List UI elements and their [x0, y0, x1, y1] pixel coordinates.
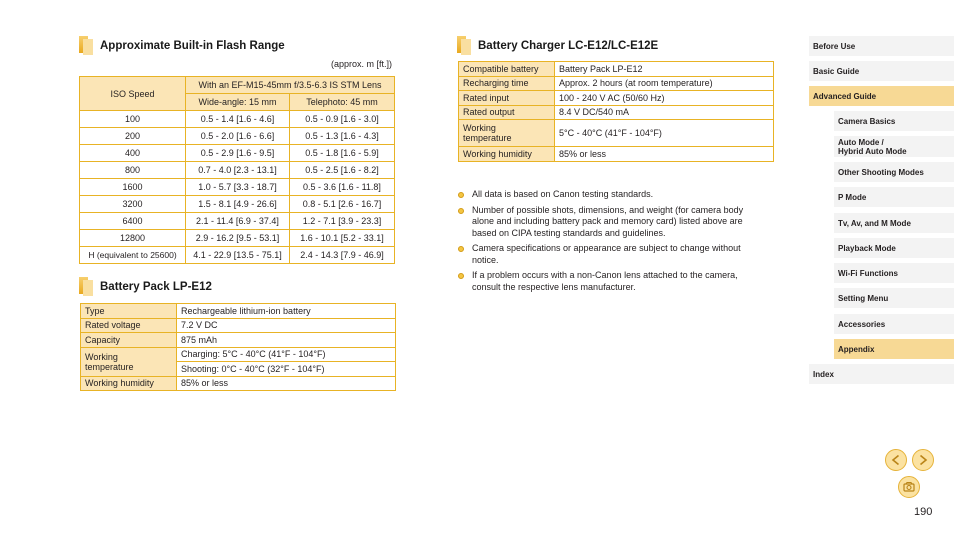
iso-cell: 12800	[80, 230, 186, 247]
iso-header: ISO Speed	[80, 77, 186, 111]
spec-label	[459, 120, 555, 147]
lens-header: With an EF-M15-45mm f/3.5-6.3 IS STM Lens	[186, 77, 395, 94]
spec-label: Compatible battery	[459, 62, 555, 77]
spec-value: Charging: 5°C - 40°C (41°F - 104°F)	[177, 347, 396, 362]
spec-label: Rated input	[459, 91, 555, 106]
table-row	[81, 318, 396, 333]
flash-unit-note: (approx. m [ft.])	[331, 59, 393, 69]
wide-cell: 1.0 - 5.7 [3.3 - 18.7]	[186, 179, 290, 196]
table-row	[80, 230, 395, 247]
notes-list	[456, 189, 766, 297]
iso-cell: 6400	[80, 213, 186, 230]
nav-item-camera-basics[interactable]: Camera Basics	[834, 111, 954, 131]
wide-header: Wide-angle: 15 mm	[186, 94, 290, 111]
tele-cell: 0.5 - 0.9 [1.6 - 3.0]	[290, 111, 395, 128]
wide-cell: 0.5 - 1.4 [1.6 - 4.6]	[186, 111, 290, 128]
iso-cell: 400	[80, 145, 186, 162]
spec-value: 100 - 240 V AC (50/60 Hz)	[555, 91, 774, 106]
home-icon	[902, 481, 916, 493]
table-row	[459, 147, 774, 162]
home-button[interactable]	[898, 476, 920, 498]
temp-label-line: temperature	[463, 133, 512, 143]
list-item: If a problem occurs with a non-Canon lens attached to the camera, consult the respective lens manufacturer.	[456, 270, 766, 293]
iso-cell: 100	[80, 111, 186, 128]
table-row	[80, 145, 395, 162]
wide-cell: 1.5 - 8.1 [4.9 - 26.6]	[186, 196, 290, 213]
section-marker-icon	[457, 36, 472, 55]
table-row	[81, 304, 396, 319]
table-row	[459, 91, 774, 106]
list-item: Number of possible shots, dimensions, and weight (for camera body alone and including battery pack and memory card) listed above are based on CIPA testing standards and guidelines.	[456, 205, 766, 240]
tele-cell: 2.4 - 14.3 [7.9 - 46.9]	[290, 247, 395, 264]
table-row	[81, 376, 396, 391]
nav-item-before-use[interactable]: Before Use	[809, 36, 954, 56]
spec-value: 7.2 V DC	[177, 318, 396, 333]
table-row	[80, 111, 395, 128]
spec-value: Shooting: 0°C - 40°C (32°F - 104°F)	[177, 362, 396, 377]
spec-value: 85% or less	[555, 147, 774, 162]
iso-cell: 3200	[80, 196, 186, 213]
table-row	[81, 347, 396, 362]
charger-section-title	[457, 36, 658, 55]
tele-cell: 0.5 - 1.8 [1.6 - 5.9]	[290, 145, 395, 162]
table-row	[459, 76, 774, 91]
spec-value: Rechargeable lithium-ion battery	[177, 304, 396, 319]
wide-cell: 0.5 - 2.0 [1.6 - 6.6]	[186, 128, 290, 145]
table-row	[81, 333, 396, 348]
temp-label-line: Working	[85, 351, 118, 362]
table-row	[80, 128, 395, 145]
list-item: Camera specifications or appearance are subject to change without notice.	[456, 243, 766, 266]
battery-pack-table	[80, 303, 396, 391]
next-page-button[interactable]	[912, 449, 934, 471]
nav-item-tv-av-m[interactable]: Tv, Av, and M Mode	[834, 213, 954, 233]
flash-range-table	[79, 76, 395, 264]
battery-pack-title: Battery Pack LP-E12	[100, 280, 212, 293]
tele-cell: 0.5 - 2.5 [1.6 - 8.2]	[290, 162, 395, 179]
spec-label: Rated output	[459, 105, 555, 120]
wide-cell: 0.5 - 2.9 [1.6 - 9.5]	[186, 145, 290, 162]
section-marker-icon	[79, 277, 94, 296]
nav-item-advanced-guide[interactable]: Advanced Guide	[809, 86, 954, 106]
next-page-icon	[917, 454, 929, 466]
tele-cell: 1.6 - 10.1 [5.2 - 33.1]	[290, 230, 395, 247]
spec-label: Recharging time	[459, 76, 555, 91]
spec-value: 8.4 V DC/540 mA	[555, 105, 774, 120]
nav-item-other-shooting[interactable]: Other Shooting Modes	[834, 162, 954, 182]
page-number: 190	[914, 506, 933, 518]
table-row	[80, 213, 395, 230]
table-row	[459, 120, 774, 147]
spec-label: Capacity	[81, 333, 177, 348]
flash-section-title	[79, 36, 285, 55]
prev-page-button[interactable]	[885, 449, 907, 471]
spec-label: Working humidity	[81, 376, 177, 391]
table-row	[80, 247, 395, 264]
nav-item-basic-guide[interactable]: Basic Guide	[809, 61, 954, 81]
table-row	[80, 179, 395, 196]
nav-item-playback[interactable]: Playback Mode	[834, 238, 954, 258]
wide-cell: 2.9 - 16.2 [9.5 - 53.1]	[186, 230, 290, 247]
nav-item-p-mode[interactable]: P Mode	[834, 187, 954, 207]
spec-label: Type	[81, 304, 177, 319]
section-marker-icon	[79, 36, 94, 55]
temp-label-line: Working	[463, 123, 496, 133]
tele-cell: 0.8 - 5.1 [2.6 - 16.7]	[290, 196, 395, 213]
nav-label-line: Auto Mode /	[838, 137, 884, 147]
nav-item-appendix[interactable]: Appendix	[834, 339, 954, 359]
tele-header: Telephoto: 45 mm	[290, 94, 395, 111]
spec-label	[81, 347, 177, 376]
wide-cell: 4.1 - 22.9 [13.5 - 75.1]	[186, 247, 290, 264]
table-row	[80, 196, 395, 213]
spec-value: 5°C - 40°C (41°F - 104°F)	[555, 120, 774, 147]
nav-item-accessories[interactable]: Accessories	[834, 314, 954, 334]
nav-item-label	[838, 138, 907, 156]
charger-table	[458, 61, 774, 162]
list-item: All data is based on Canon testing standards.	[456, 189, 766, 201]
battery-pack-section-title	[79, 277, 212, 296]
prev-page-icon	[890, 454, 902, 466]
iso-cell: 1600	[80, 179, 186, 196]
spec-value: Battery Pack LP-E12	[555, 62, 774, 77]
table-row	[80, 162, 395, 179]
nav-item-auto-mode[interactable]	[834, 136, 954, 157]
iso-cell: 800	[80, 162, 186, 179]
table-row	[459, 62, 774, 77]
spec-value: 85% or less	[177, 376, 396, 391]
wide-cell: 2.1 - 11.4 [6.9 - 37.4]	[186, 213, 290, 230]
nav-item-setting-menu[interactable]: Setting Menu	[834, 288, 954, 308]
temp-label-line: temperature	[85, 361, 134, 372]
iso-cell: H (equivalent to 25600)	[80, 247, 186, 264]
table-row	[459, 105, 774, 120]
tele-cell: 0.5 - 1.3 [1.6 - 4.3]	[290, 128, 395, 145]
tele-cell: 0.5 - 3.6 [1.6 - 11.8]	[290, 179, 395, 196]
table-header-row	[80, 77, 395, 94]
tele-cell: 1.2 - 7.1 [3.9 - 23.3]	[290, 213, 395, 230]
charger-title: Battery Charger LC-E12/LC-E12E	[478, 39, 659, 52]
iso-cell: 200	[80, 128, 186, 145]
spec-label: Working humidity	[459, 147, 555, 162]
spec-value: Approx. 2 hours (at room temperature)	[555, 76, 774, 91]
nav-label-line: Hybrid Auto Mode	[838, 146, 907, 156]
spec-value: 875 mAh	[177, 333, 396, 348]
wide-cell: 0.7 - 4.0 [2.3 - 13.1]	[186, 162, 290, 179]
flash-title: Approximate Built-in Flash Range	[100, 39, 285, 52]
nav-item-wifi[interactable]: Wi-Fi Functions	[834, 263, 954, 283]
nav-item-index[interactable]: Index	[809, 364, 954, 384]
spec-label: Rated voltage	[81, 318, 177, 333]
